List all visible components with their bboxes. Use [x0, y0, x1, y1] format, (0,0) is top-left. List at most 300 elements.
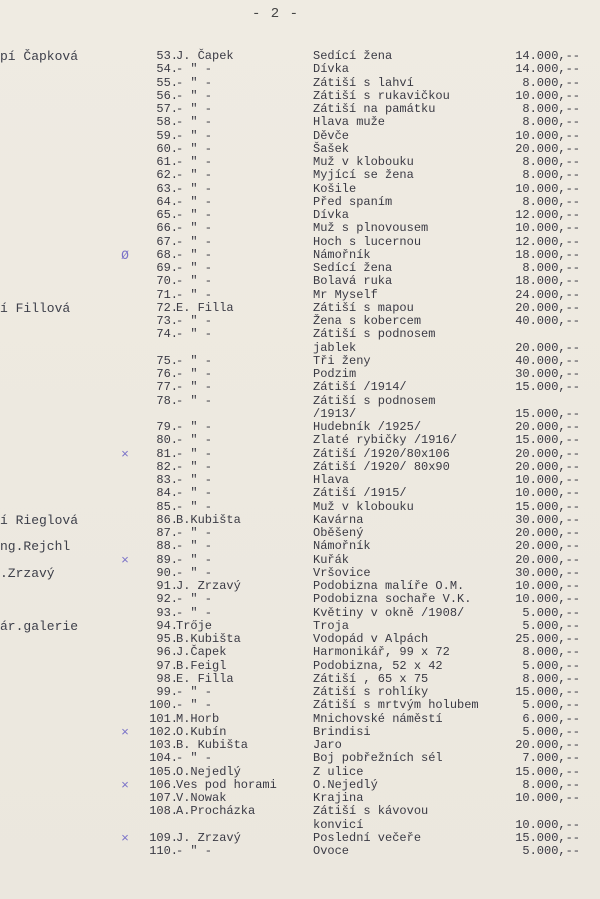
item-price: 18.000,-- — [515, 274, 580, 289]
item-number: 90. — [156, 565, 178, 580]
item-number: 68. — [156, 247, 178, 262]
item-number: 89. — [156, 552, 178, 567]
item-title: Námořník — [313, 247, 371, 262]
item-author: - " - — [176, 75, 213, 90]
item-number: 74. — [156, 327, 178, 342]
item-price: 18.000,-- — [515, 247, 580, 262]
item-author: - " - — [176, 539, 213, 554]
list-item — [0, 183, 600, 196]
item-price: 8.000,-- — [522, 194, 580, 209]
item-title: Z ulice — [313, 764, 364, 779]
item-number: 57. — [156, 102, 178, 116]
item-number: 75. — [156, 353, 178, 368]
item-number: 60. — [156, 141, 178, 156]
item-author: - " - — [176, 380, 213, 395]
item-title: Děvče — [313, 128, 350, 143]
list-item — [0, 395, 600, 408]
item-number: 82. — [156, 459, 178, 474]
item-author: B.Kubišta — [176, 512, 241, 527]
item-price: 5.000,-- — [522, 724, 580, 739]
list-item — [0, 567, 600, 580]
item-author: - " - — [176, 751, 213, 766]
item-title: konvicí — [313, 817, 364, 832]
item-author: M.Horb — [176, 711, 220, 726]
list-item — [0, 540, 600, 553]
item-title: Dívka — [313, 208, 350, 222]
item-author: - " - — [176, 473, 213, 487]
item-title: Ovoce — [313, 844, 350, 858]
list-item — [0, 752, 600, 765]
item-author: V.Nowak — [176, 791, 227, 805]
item-price: 15.000,-- — [515, 685, 580, 699]
annotation-mark: Ø — [121, 247, 129, 263]
list-item — [0, 792, 600, 805]
item-price: 20.000,-- — [515, 459, 580, 474]
list-item — [0, 593, 600, 606]
item-number: 80. — [156, 433, 178, 448]
list-item — [0, 699, 600, 712]
item-author: - " - — [176, 261, 213, 275]
item-price: 10.000,-- — [515, 473, 580, 487]
item-title: Zátiší , 65 x 75 — [313, 671, 429, 686]
item-price: 10.000,-- — [515, 88, 580, 103]
owner-label: .Zrzavý — [0, 565, 55, 581]
item-number: 88. — [156, 539, 178, 554]
item-author: - " - — [176, 499, 213, 514]
list-item — [0, 448, 600, 461]
item-number: 79. — [156, 420, 178, 434]
item-title: Zátiší na památku — [313, 102, 436, 116]
item-number: 93. — [156, 605, 178, 620]
list-item — [0, 355, 600, 368]
list-item — [0, 580, 600, 593]
item-title: Zlaté rybičky /1916/ — [313, 433, 458, 448]
item-title: Muž v klobouku — [313, 155, 414, 169]
list-item — [0, 620, 600, 633]
item-title: Krajina — [313, 791, 364, 805]
item-price: 20.000,-- — [515, 738, 580, 752]
item-author: J.Čapek — [176, 645, 227, 660]
list-item — [0, 302, 600, 315]
item-title: Žena s kobercem — [313, 314, 422, 328]
item-title: Hoch s lucernou — [313, 234, 422, 249]
item-author: O.Kubín — [176, 724, 227, 739]
list-item — [0, 143, 600, 156]
item-title: Hudebník /1925/ — [313, 420, 422, 434]
item-author: - " - — [176, 247, 213, 262]
item-title: Zátiší /1920/ 80x90 — [313, 459, 450, 474]
item-author: - " - — [176, 486, 213, 501]
item-number: 73. — [156, 314, 178, 328]
owner-label: í Rieglová — [0, 512, 79, 528]
item-price: 7.000,-- — [522, 751, 580, 766]
item-number: 69. — [156, 261, 178, 275]
list-item — [0, 156, 600, 169]
item-price: 14.000,-- — [515, 49, 580, 63]
list-item — [0, 342, 600, 355]
item-price: 20.000,-- — [515, 446, 580, 461]
item-author: - " - — [176, 552, 213, 567]
item-title: O.Nejedlý — [313, 777, 378, 792]
item-title: Hlava — [313, 473, 350, 487]
item-title: Šašek — [313, 141, 350, 156]
item-price: 20.000,-- — [515, 526, 580, 540]
list-item — [0, 328, 600, 341]
item-title: Zátiší /1915/ — [313, 486, 407, 501]
item-title: Zátiší s podnosem — [313, 393, 436, 408]
item-price: 20.000,-- — [515, 552, 580, 567]
item-title: Košile — [313, 181, 357, 196]
item-title: Zátiší s rukavičkou — [313, 88, 450, 103]
item-number: 56. — [156, 88, 178, 103]
item-price: 10.000,-- — [515, 791, 580, 805]
item-price: 5.000,-- — [522, 605, 580, 620]
owner-label: í Fillová — [0, 300, 71, 316]
list-item — [0, 63, 600, 76]
list-item — [0, 222, 600, 235]
annotation-mark: × — [121, 446, 129, 462]
item-author: Ves pod horami — [176, 777, 277, 792]
item-price: 30.000,-- — [515, 367, 580, 381]
item-author: - " - — [176, 353, 213, 368]
item-author: - " - — [176, 62, 213, 77]
item-price: 8.000,-- — [522, 155, 580, 169]
list-item — [0, 713, 600, 726]
item-title: Sedící žena — [313, 261, 393, 275]
item-title: Bolavá ruka — [313, 274, 393, 289]
item-price: 6.000,-- — [522, 711, 580, 726]
item-price: 40.000,-- — [515, 314, 580, 328]
item-author: B.Kubišta — [176, 632, 241, 646]
item-title: Zátiší s lahví — [313, 75, 414, 90]
item-title: Dívka — [313, 62, 350, 77]
item-price: 12.000,-- — [515, 234, 580, 249]
item-number: 64. — [156, 194, 178, 209]
list-item — [0, 236, 600, 249]
item-price: 15.000,-- — [515, 830, 580, 845]
list-item — [0, 461, 600, 474]
item-number: 94. — [156, 618, 178, 633]
item-title: Podobizna, 52 x 42 — [313, 658, 443, 673]
item-number: 108. — [149, 804, 178, 819]
item-title: Mnichovské náměstí — [313, 711, 443, 726]
list-item — [0, 408, 600, 421]
list-item — [0, 90, 600, 103]
page-number: - 2 - — [252, 6, 300, 22]
item-title: Kuřák — [313, 552, 350, 567]
item-author: - " - — [176, 844, 213, 858]
item-author: E. Filla — [176, 300, 234, 315]
item-title: Zátiší /1920/80x106 — [313, 446, 450, 461]
list-item — [0, 368, 600, 381]
item-title: Brindisi — [313, 724, 371, 739]
item-author: - " - — [176, 459, 213, 474]
item-title: Námořník — [313, 539, 371, 554]
annotation-mark: × — [121, 830, 129, 846]
list-item — [0, 196, 600, 209]
item-author: - " - — [176, 565, 213, 580]
item-author: - " - — [176, 181, 213, 196]
item-author: - " - — [176, 88, 213, 103]
item-title: Muž v klobouku — [313, 499, 414, 514]
list-item — [0, 766, 600, 779]
item-title: Tři ženy — [313, 353, 371, 368]
item-author: J. Zrzavý — [176, 579, 241, 593]
item-title: Květiny v okně /1908/ — [313, 605, 465, 620]
list-item — [0, 845, 600, 858]
item-number: 85. — [156, 499, 178, 514]
item-price: 24.000,-- — [515, 287, 580, 302]
item-author: - " - — [176, 526, 213, 540]
item-price: 20.000,-- — [515, 539, 580, 554]
item-number: 110. — [149, 844, 178, 858]
item-price: 8.000,-- — [522, 645, 580, 660]
item-title: Zátiší s podnosem — [313, 327, 436, 342]
list-item — [0, 739, 600, 752]
list-item — [0, 633, 600, 646]
item-title: Jaro — [313, 738, 342, 752]
item-price: 5.000,-- — [522, 698, 580, 713]
item-price: 15.000,-- — [515, 499, 580, 514]
list-item — [0, 275, 600, 288]
item-title: Myjící se žena — [313, 168, 414, 183]
item-author: - " - — [176, 208, 213, 222]
item-title: Poslední večeře — [313, 830, 422, 845]
item-number: 61. — [156, 155, 178, 169]
item-author: Trője — [176, 618, 213, 633]
item-price: 15.000,-- — [515, 406, 580, 421]
item-number: 107. — [149, 791, 178, 805]
item-number: 106. — [149, 777, 178, 792]
item-author: - " - — [176, 168, 213, 183]
owner-label: ng.Rejchl — [0, 539, 71, 555]
item-number: 84. — [156, 486, 178, 501]
item-number: 76. — [156, 367, 178, 381]
item-author: - " - — [176, 115, 213, 130]
item-number: 97. — [156, 658, 178, 673]
list-item — [0, 262, 600, 275]
item-price: 10.000,-- — [515, 486, 580, 501]
item-author: B.Feigl — [176, 658, 227, 673]
item-number: 63. — [156, 181, 178, 196]
item-price: 5.000,-- — [522, 658, 580, 673]
item-author: - " - — [176, 327, 213, 342]
item-number: 78. — [156, 393, 178, 408]
item-price: 25.000,-- — [515, 632, 580, 646]
list-item — [0, 726, 600, 739]
item-price: 5.000,-- — [522, 844, 580, 858]
item-number: 59. — [156, 128, 178, 143]
item-price: 40.000,-- — [515, 353, 580, 368]
item-title: Harmonikář, 99 x 72 — [313, 645, 450, 660]
item-title: Kavárna — [313, 512, 364, 527]
item-number: 92. — [156, 592, 178, 607]
list-item — [0, 116, 600, 129]
list-item — [0, 315, 600, 328]
list-item — [0, 501, 600, 514]
item-author: - " - — [176, 698, 213, 713]
item-number: 101. — [149, 711, 178, 726]
item-number: 105. — [149, 764, 178, 779]
item-author: - " - — [176, 287, 213, 302]
owner-label: pí Čapková — [0, 49, 79, 64]
item-author: - " - — [176, 234, 213, 249]
item-author: - " - — [176, 420, 213, 434]
item-price: 20.000,-- — [515, 340, 580, 355]
item-author: O.Nejedlý — [176, 764, 241, 779]
item-author: - " - — [176, 393, 213, 408]
item-title: Zátiší /1914/ — [313, 380, 407, 395]
list-item — [0, 474, 600, 487]
item-title: Hlava muže — [313, 115, 386, 130]
item-price: 15.000,-- — [515, 764, 580, 779]
item-title: Boj pobřežních sél — [313, 751, 443, 766]
item-number: 67. — [156, 234, 178, 249]
item-number: 71. — [156, 287, 178, 302]
item-title: Oběšený — [313, 526, 364, 540]
list-item — [0, 249, 600, 262]
item-price: 8.000,-- — [522, 115, 580, 130]
item-title: Mr Myself — [313, 287, 378, 302]
item-author: - " - — [176, 592, 213, 607]
item-title: Troja — [313, 618, 350, 633]
item-price: 30.000,-- — [515, 512, 580, 527]
list-item — [0, 832, 600, 845]
list-item — [0, 487, 600, 500]
list-item — [0, 673, 600, 686]
list-item — [0, 819, 600, 832]
item-number: 103. — [149, 738, 178, 752]
item-number: 83. — [156, 473, 178, 487]
list-item — [0, 289, 600, 302]
item-number: 91. — [156, 579, 178, 593]
item-title: Zátiší s mapou — [313, 300, 414, 315]
item-price: 20.000,-- — [515, 141, 580, 156]
item-price: 10.000,-- — [515, 817, 580, 832]
item-author: - " - — [176, 314, 213, 328]
item-author: - " - — [176, 605, 213, 620]
item-title: Zátiší s kávovou — [313, 804, 429, 819]
item-number: 87. — [156, 526, 178, 540]
list-item — [0, 554, 600, 567]
list-item — [0, 381, 600, 394]
item-title: Podobizna malíře O.M. — [313, 579, 465, 593]
item-author: J. Čapek — [176, 49, 234, 63]
item-number: 72. — [156, 300, 178, 315]
item-price: 8.000,-- — [522, 777, 580, 792]
item-number: 100. — [149, 698, 178, 713]
item-number: 66. — [156, 221, 178, 236]
item-author: - " - — [176, 128, 213, 143]
item-number: 55. — [156, 75, 178, 90]
item-author: - " - — [176, 141, 213, 156]
item-author: E. Filla — [176, 671, 234, 686]
item-number: 98. — [156, 671, 178, 686]
annotation-mark: × — [121, 777, 129, 793]
item-author: - " - — [176, 367, 213, 381]
item-author: - " - — [176, 446, 213, 461]
item-title: Zátiší s rohlíky — [313, 685, 429, 699]
item-price: 8.000,-- — [522, 261, 580, 275]
item-number: 104. — [149, 751, 178, 766]
item-author: - " - — [176, 274, 213, 289]
item-title: Vršovice — [313, 565, 371, 580]
list-item — [0, 421, 600, 434]
annotation-mark: × — [121, 552, 129, 568]
item-author: - " - — [176, 102, 213, 116]
item-title: Zátiší s mrtvým holubem — [313, 698, 479, 713]
item-title: jablek — [313, 340, 357, 355]
list-item — [0, 527, 600, 540]
list-item — [0, 77, 600, 90]
item-number: 81. — [156, 446, 178, 461]
item-author: - " - — [176, 221, 213, 236]
item-price: 30.000,-- — [515, 565, 580, 580]
item-author: - " - — [176, 155, 213, 169]
item-price: 15.000,-- — [515, 380, 580, 395]
item-title: Vodopád v Alpách — [313, 632, 429, 646]
item-price: 12.000,-- — [515, 208, 580, 222]
item-price: 10.000,-- — [515, 221, 580, 236]
item-author: A.Procházka — [176, 804, 256, 819]
item-author: B. Kubišta — [176, 738, 249, 752]
item-author: - " - — [176, 194, 213, 209]
item-price: 10.000,-- — [515, 181, 580, 196]
item-number: 86. — [156, 512, 178, 527]
item-price: 8.000,-- — [522, 168, 580, 183]
list-item — [0, 434, 600, 447]
item-number: 54. — [156, 62, 178, 77]
item-title: Muž s plnovousem — [313, 221, 429, 236]
item-title: Podzim — [313, 367, 357, 381]
item-price: 10.000,-- — [515, 579, 580, 593]
list-item — [0, 130, 600, 143]
annotation-mark: × — [121, 724, 129, 740]
item-number: 99. — [156, 685, 178, 699]
item-author: - " - — [176, 685, 213, 699]
item-number: 53. — [156, 49, 178, 63]
list-item — [0, 607, 600, 620]
item-price: 14.000,-- — [515, 62, 580, 77]
item-price: 10.000,-- — [515, 592, 580, 607]
item-number: 62. — [156, 168, 178, 183]
item-number: 102. — [149, 724, 178, 739]
list-item — [0, 209, 600, 222]
item-number: 77. — [156, 380, 178, 395]
item-number: 95. — [156, 632, 178, 646]
list-item — [0, 646, 600, 659]
item-title: Podobizna sochaře V.K. — [313, 592, 472, 607]
item-number: 70. — [156, 274, 178, 289]
item-price: 20.000,-- — [515, 300, 580, 315]
item-author: J. Zrzavý — [176, 830, 241, 845]
list-item — [0, 514, 600, 527]
item-price: 15.000,-- — [515, 433, 580, 448]
item-number: 96. — [156, 645, 178, 660]
owner-label: ár.galerie — [0, 618, 79, 634]
item-author: - " - — [176, 433, 213, 448]
item-number: 65. — [156, 208, 178, 222]
item-price: 20.000,-- — [515, 420, 580, 434]
list-item — [0, 805, 600, 818]
list-item — [0, 686, 600, 699]
list-item — [0, 169, 600, 182]
item-number: 109. — [149, 830, 178, 845]
item-number: 58. — [156, 115, 178, 130]
item-price: 8.000,-- — [522, 671, 580, 686]
item-price: 5.000,-- — [522, 618, 580, 633]
item-title: Sedící žena — [313, 49, 393, 63]
